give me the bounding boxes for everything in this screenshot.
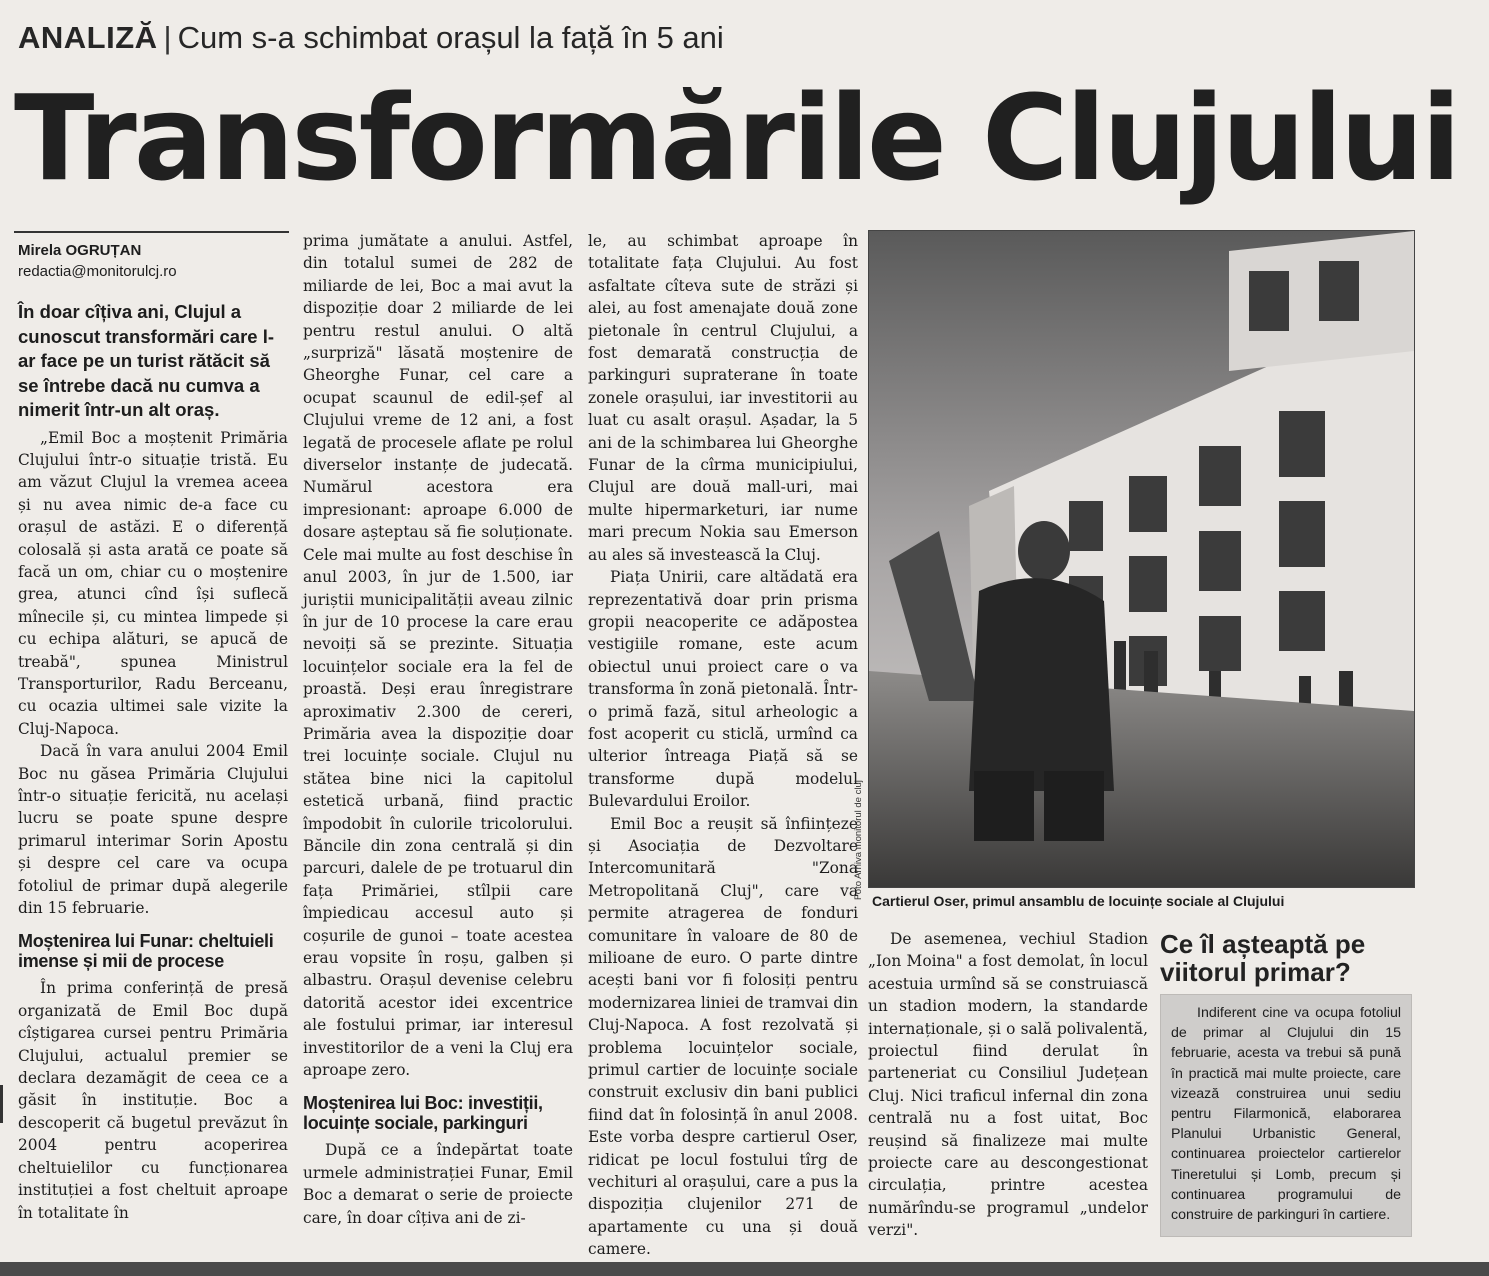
- article-column-3: [588, 230, 858, 1261]
- paragraph: După ce a îndepărtat toate urmele administrației Funar, Emil Boc a demarat o serie de proiecte care, în doar cîțiva ani de zi-: [303, 1141, 573, 1227]
- article-column-4: [868, 928, 1148, 1242]
- bottom-rule: [0, 1262, 1489, 1276]
- paragraph: Emil Boc a reușit să înființeze și Asociația de Dezvoltare Intercomunitară "Zona Metropolitană Cluj", care va permite atragerea de fonduri comunitare în valoare de 80 de milioane de euro. O parte dintre acești bani vor fi folosiți pentru modernizarea liniei de tramvai din Cluj-Napoca. A fost rezolvată și problema locuințelor sociale, primul cartier de locuințe sociale construit exclusiv din bani publici fiind dat în folosință în anul 2008. Este vorba despre cartierul Oser, ridicat pe locul fostului tîrg de vechituri al orașului, care a pus la dispoziția clujenilor 271 de apartamente cu una și două camere.: [588, 814, 858, 1259]
- sidebar: [1160, 928, 1412, 1246]
- photo-credit: Foto Arhiva monitorul de cluj: [853, 780, 864, 900]
- paragraph: În prima conferință de presă organizată de Emil Boc după cîștigarea cursei pentru Primăria Clujului, actualul premier se declara dezamăgit de ceea ce a găsit în instituție. Boc a descoperit că bugetul prevăzut în 2004 pentru acoperirea cheltuielilor cu funcționarea instituției a fost cheltuit aproape în totalitate în: [18, 979, 288, 1222]
- kicker-separator: |: [163, 20, 172, 55]
- kicker-text: Cum s-a schimbat orașul la față în 5 ani: [177, 20, 724, 55]
- sidebar-title: Ce îl așteaptă pe viitorul primar?: [1160, 929, 1366, 987]
- byline-rule: [14, 231, 289, 233]
- author-name: Mirela OGRUȚAN: [18, 242, 142, 259]
- section-kicker: [18, 16, 1018, 60]
- paragraph: prima jumătate a anului. Astfel, din totalul sumei de 282 de miliarde de lei, Boc a mai avut la dispoziție doar 2 miliarde de lei pentru restul anului. O altă „surpriză" lăsată moștenire de Gheorghe Funar, cel care a ocupat scaunul de edil-șef al Clujului vreme de 12 ani, a fost legată de procesele aflate pe rolul diverselor instanțe de judecată. Numărul acestora era impresionant: aproape 6.000 de dosare așteptau să fie soluționate. Cele mai multe au fost deschise în anul 2003, în jur de 1.500, iar juriștii municipalității aveau zilnic în jur de 10 procese la care erau nevoiți să se prezinte. Situația locuințelor sociale era la fel de proastă. Deși erau înregistrare aproximativ 2.300 de cereri, Primăria avea la dispoziție doar trei locuințe sociale. Clujul nu stătea bine nici la capitolul estetică urbană, fiind practic împodobit în culorile tricolorului. Băncile din zona centrală și din parcuri, dalele de pe trotuarul din fața Primăriei, stîlpii care împiedicau accesul auto și coșurile de gunoi – toate acestea erau vopsite în roșu, galben și albastru. Orașul devenise celebru datorită acestor idei excentrice ale fostului primar, iar interesul investitorilor de a veni la Cluj era aproape zero.: [303, 232, 573, 1080]
- article-photo: [868, 230, 1415, 888]
- article-lead: În doar cîțiva ani, Clujul a cunoscut transformări care l-ar face pe un turist rătăcit să se întrebe dacă nu cumva a nimerit într-un alt oraș.: [18, 301, 274, 420]
- paragraph: De asemenea, vechiul Stadion „Ion Moina" a fost demolat, în locul acestuia urmînd să se construiască un stadion modern, la standarde internaționale, și o sală polivalentă, proiectul fiind derulat în parteneriat cu Consiliul Județean Cluj. Nici traficul infernal din zona centrală nu a fost uitat, Boc reușind să finalizeze mai multe proiecte care au descongestionat circulația, printre acestea numărîndu-se programul „undelor verzi".: [868, 930, 1148, 1240]
- kicker-label: ANALIZĂ: [18, 20, 158, 55]
- byline: [18, 240, 288, 282]
- housing-photo-illustration: [869, 231, 1414, 887]
- article-headline: Transformările Clujului: [14, 69, 1459, 207]
- paragraph: „Emil Boc a moștenit Primăria Clujului într-o situație tristă. Eu am văzut Clujul la vremea aceea și nu avea nimic de-a face cu orașul de astăzi. E o diferență colosală și asta arată ce poate să facă un om, chiar cu o moștenire grea, atunci cînd își suflecă mînecile și, cu mintea limpede și cu echipa alături, se apucă de treabă", spunea Ministrul Transporturilor, Radu Berceanu, cu ocazia ultimei sale vizite la Cluj-Napoca.: [18, 428, 288, 738]
- author-email[interactable]: redactia@monitorulcj.ro: [18, 263, 177, 280]
- paragraph: Dacă în vara anului 2004 Emil Boc nu găsea Primăria Clujului într-o situație fericită, nu același lucru se poate spune despre primarul interimar Sorin Apostu și despre cel care va ocupa fotoliul de primar după alegerile din 15 februarie.: [18, 742, 288, 918]
- article-column-2: [303, 230, 573, 1229]
- article-column-1: [18, 300, 288, 1224]
- subheading: Moștenirea lui Funar: cheltuieli imense și mii de procese: [18, 931, 274, 972]
- sidebar-text: Indiferent cine va ocupa fotoliul de primar al Clujului din 15 februarie, acesta va trebui să pună în practică mai multe proiecte, care vizează construirea unui sediu pentru Filarmonică, elaborarea Planului Urbanistic General, continuarea proiectelor cartierelor Tineretului și Lomb, precum și continuarea programului de construire de parkinguri în cartiere.: [1160, 994, 1412, 1237]
- paragraph: Piața Unirii, care altădată era reprezentativă doar prin prisma gropii neacoperite ce adăpostea vestigiile romane, este acum obiectul unui proiect care o va transforma în zonă pietonală. Într-o primă fază, situl arheologic a fost acoperit cu sticlă, urmînd ca ulterior întreaga Piață să se transforme după modelul Bulevardului Eroilor.: [588, 568, 858, 811]
- subheading: Moștenirea lui Boc: investiții, locuințe sociale, parkinguri: [303, 1093, 543, 1134]
- paragraph: le, au schimbat aproape în totalitate fața Clujului. Au fost asfaltate cîteva sute de străzi și alei, au fost amenajate două zone pietonale în centrul Clujului, a fost demarată construcția de parkinguri supraterane în toate zonele orașului, iar investitorii au luat cu asalt orașul. Așadar, la 5 ani de la schimbarea lui Gheorghe Funar de la cîrma municipiului, Clujul are două mall-uri, mai multe hipermarketuri, iar nume mari precum Nokia sau Emerson au ales să investească la Cluj.: [588, 232, 858, 564]
- photo-caption: Cartierul Oser, primul ansamblu de locuințe sociale al Clujului: [872, 893, 1285, 909]
- margin-mark: [0, 1085, 3, 1123]
